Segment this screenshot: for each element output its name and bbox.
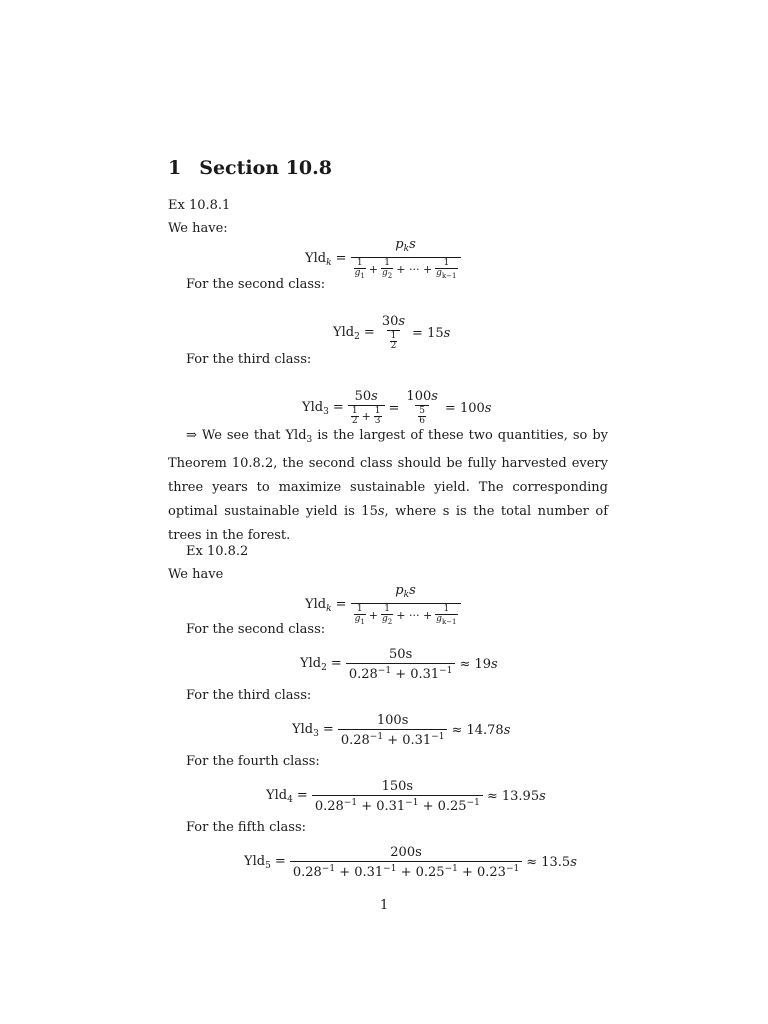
second-class-text-2: For the second class: <box>186 622 326 637</box>
fourth-class-text: For the fourth class: <box>186 754 320 769</box>
second-class-text: For the second class: <box>186 277 326 292</box>
yld3-formula-2: Yld$_3$ = $\frac{100s}{0.28^{-1} + 0.31^{-1}}$ ≈ 14.78s <box>292 713 511 748</box>
section-heading <box>168 157 332 179</box>
yld5-formula: Yld$_5$ = $\frac{200s}{0.28^{-1} + 0.31^{-1} + 0.25^{-1} + 0.23^{-1}}$ ≈ 13.5s <box>244 845 577 880</box>
exercise-label-2: Ex 10.8.2 <box>186 544 249 559</box>
intro-text: We have: <box>168 221 228 236</box>
exercise-label: Ex 10.8.1 <box>168 198 231 213</box>
intro-text-2: We have <box>168 567 224 582</box>
section-number: 1 <box>168 157 182 179</box>
yld2-formula: Yld$_2$ = $\frac{30s}{\frac{1}{2}}$ = 15s <box>333 314 451 351</box>
page-number: 1 <box>380 898 389 913</box>
fifth-class-text: For the fifth class: <box>186 820 307 835</box>
general-yield-formula-2: Yld$_k$ = $p_ks$ 1 $g_1$ + 1 $g_2$ + ··· + 1 $g_{k-1}$ <box>305 584 461 627</box>
general-yield-formula: Yld$_k$ = $p_ks$ 1 $g_1$ + 1 $g_2$ + ··· + 1 $g_{k-1}$ <box>305 238 461 281</box>
conclusion-paragraph: ⇒ We see that Yld$_3$ is the largest of these two quantities, so by Theorem 10.8.2, the second class should be fully harvested every three years to maximize sustainable yield. The corresponding optimal sustainable yield is 15s, where s is the total number of trees in the forest. <box>168 428 609 543</box>
section-title: Section 10.8 <box>199 157 332 179</box>
yld4-formula: Yld$_4$ = $\frac{150s}{0.28^{-1} + 0.31^{-1} + 0.25^{-1}}$ ≈ 13.95s <box>266 779 546 814</box>
yld2-formula-2: Yld$_2$ = $\frac{50s}{0.28^{-1} + 0.31^{-1}}$ ≈ 19s <box>300 647 498 682</box>
yld3-formula: Yld$_3$ = 50s 1 2 + 1 3 = $\frac{100s}{\frac{5}{6}}$ = 100s <box>302 389 492 426</box>
third-class-text-2: For the third class: <box>186 688 312 703</box>
third-class-text: For the third class: <box>186 352 312 367</box>
